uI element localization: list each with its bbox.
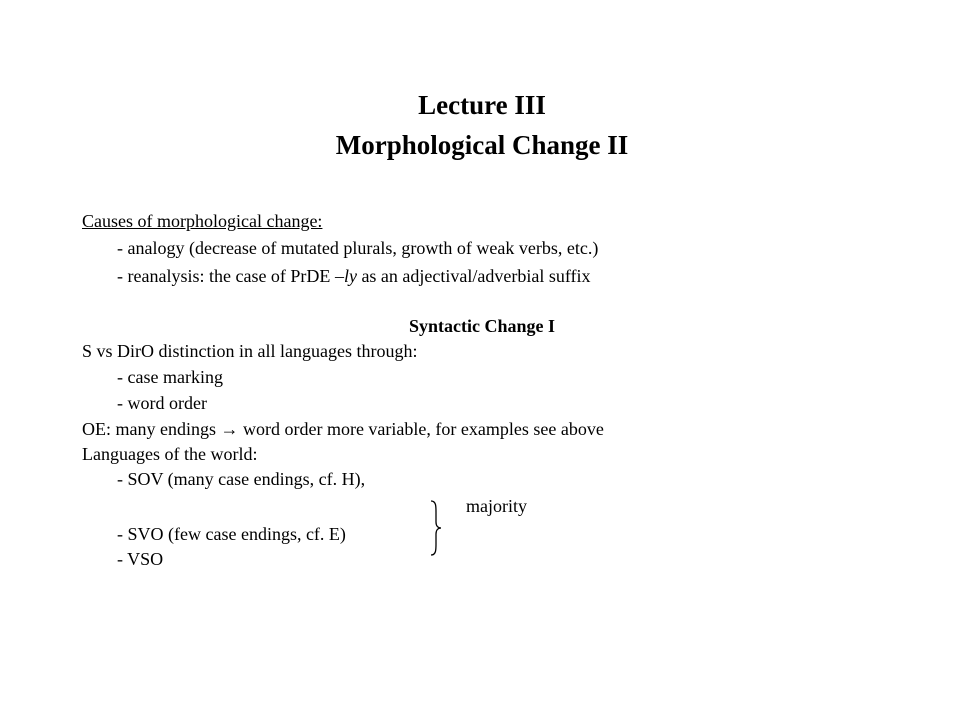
lecture-title: Lecture III: [418, 90, 546, 120]
svo-item: - SVO (few case endings, cf. E): [117, 524, 346, 544]
majority-label: majority: [466, 496, 527, 516]
word-order-item: - word order: [117, 393, 207, 413]
syntax-heading: Syntactic Change I: [408, 316, 555, 336]
morphology-heading: Causes of morphological change:: [82, 211, 323, 231]
syntax-intro: S vs DirO distinction in all languages through:: [82, 341, 418, 361]
vso-item: - VSO: [117, 549, 164, 569]
reanalysis-text-end: as an adjectival/adverbial suffix: [356, 266, 591, 286]
case-marking-item: - case marking: [117, 367, 223, 387]
reanalysis-text: - reanalysis: the case of PrDE: [117, 266, 335, 286]
languages-heading: Languages of the world:: [82, 444, 258, 464]
oe-line: OE: many endings → word order more variable, for examples see above: [82, 419, 604, 439]
lecture-subtitle: Morphological Change II: [335, 130, 629, 160]
reanalysis-item: [117, 265, 591, 287]
analogy-item: - analogy (decrease of mutated plurals, growth of weak verbs, etc.): [117, 238, 599, 258]
ly-suffix: –ly: [334, 266, 357, 286]
sov-item: - SOV (many case endings, cf. H),: [117, 469, 366, 489]
right-brace-icon: [430, 500, 442, 556]
